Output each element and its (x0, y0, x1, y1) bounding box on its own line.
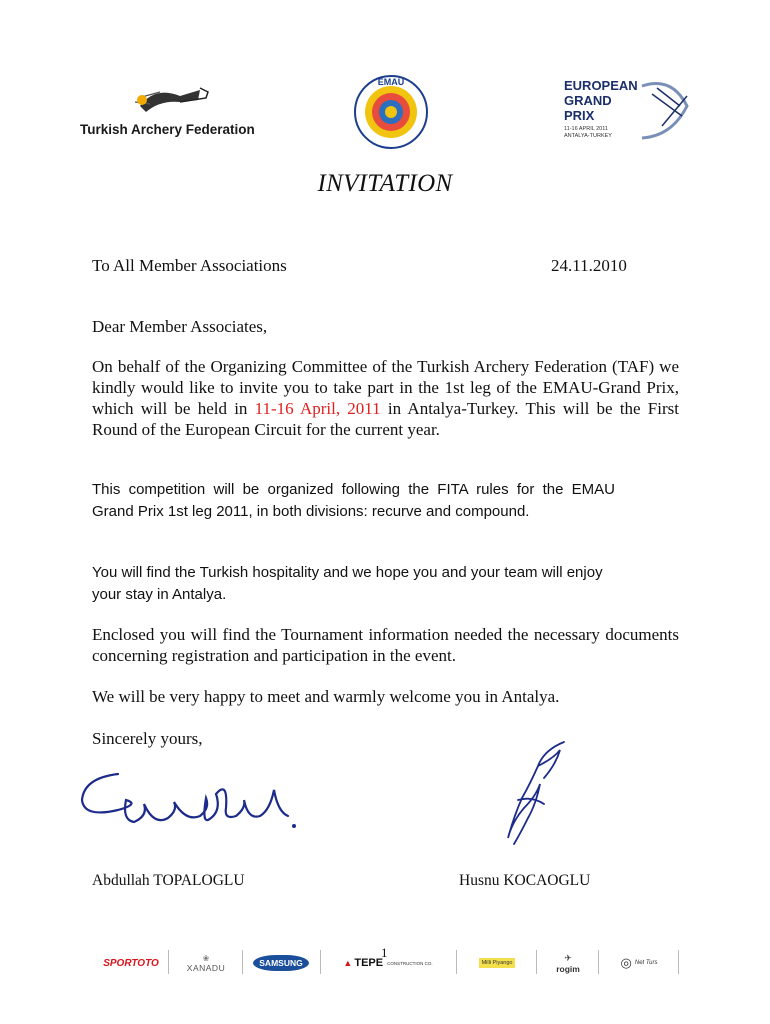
egp-dates: 11-16 APRIL 2011 (564, 126, 608, 132)
netturs-globe-icon: ◎ (620, 955, 632, 970)
sponsor-tepe-subtext: CONSTRUCTION CO. (387, 960, 433, 966)
emau-initials: EMAU (377, 77, 405, 87)
sponsor-divider (678, 950, 679, 974)
egp-line3: PRIX (564, 108, 595, 123)
egp-place: ANTALYA-TURKEY (564, 133, 612, 139)
paragraph-welcome: We will be very happy to meet and warmly welcome you in Antalya. (92, 687, 560, 706)
egp-line1: EUROPEAN (564, 78, 638, 93)
paragraph-invitation-part2: in Antalya-Turkey. This will be the First Round of the European Circuit for the current year. (92, 399, 679, 439)
signatory-left: Abdullah TOPALOGLU (92, 872, 245, 889)
rogim-emblem-icon: ✈ (564, 952, 572, 963)
paragraph-rules: This competition will be organized following the FITA rules for the EMAU Grand Prix 1st leg 2011, in both divisions: recurve and compound. (92, 481, 615, 520)
signature-topaloglu (78, 760, 300, 838)
taf-logo-name: Turkish Archery Federation (80, 122, 255, 137)
egp-line2: GRAND (564, 93, 612, 108)
event-dates: 11-16 April, 2011 (254, 399, 381, 418)
tepe-emblem-icon: ▲ (343, 958, 353, 968)
paragraph-enclosed: Enclosed you will find the Tournament information needed the necessary documents concerning registration and participation in the event. (92, 625, 679, 665)
sponsor-divider (536, 950, 537, 974)
paragraph-hospitality: You will find the Turkish hospitality and we hope you and your team will enjoy your stay in Antalya. (92, 564, 603, 603)
sponsor-highway-text: Milli Piyango (479, 958, 516, 968)
sponsor-divider (242, 950, 243, 974)
european-grand-prix-logo (562, 76, 697, 146)
paragraph-invitation (92, 356, 679, 440)
emau-logo (336, 72, 446, 150)
signature-kocaoglu (484, 738, 574, 848)
sponsor-netturs-logo (606, 948, 672, 978)
sponsor-sportoto-logo (100, 948, 162, 978)
sponsor-divider (320, 950, 321, 974)
recipient-line: To All Member Associations (92, 256, 287, 275)
sponsor-sportoto-text: SPORTOTO (103, 957, 159, 969)
sponsor-divider (168, 950, 169, 974)
sponsor-xanadu-logo (176, 948, 236, 978)
sponsor-rogim-logo (544, 948, 592, 978)
document-title: INVITATION (317, 170, 453, 197)
sponsor-divider (598, 950, 599, 974)
sponsor-xanadu-text: XANADU (186, 962, 226, 973)
xanadu-emblem-icon: ❀ (202, 953, 210, 963)
page-number: 1 (381, 945, 388, 960)
paragraph-invitation-part1: On behalf of the Organizing Committee of the Turkish Archery Federation (TAF) we kindly would like to invite you to take part in the 1st leg of the EMAU-Grand Prix, which will be held in (92, 357, 679, 418)
sponsor-tepe-logo (332, 948, 444, 978)
sponsor-highway-logo (466, 948, 528, 978)
sponsor-tepe-text: TEPE (354, 957, 384, 969)
letter-date: 24.11.2010 (551, 256, 627, 275)
sponsor-divider (456, 950, 457, 974)
salutation: Dear Member Associates, (92, 317, 268, 336)
signatory-right: Husnu KOCAOGLU (459, 872, 591, 889)
sponsor-rogim-text: rogim (556, 963, 580, 974)
sponsor-netturs-text: Net Turs (634, 960, 658, 966)
closing: Sincerely yours, (92, 729, 203, 748)
sponsor-samsung-text: SAMSUNG (253, 955, 308, 971)
sponsor-samsung-logo (250, 948, 312, 978)
